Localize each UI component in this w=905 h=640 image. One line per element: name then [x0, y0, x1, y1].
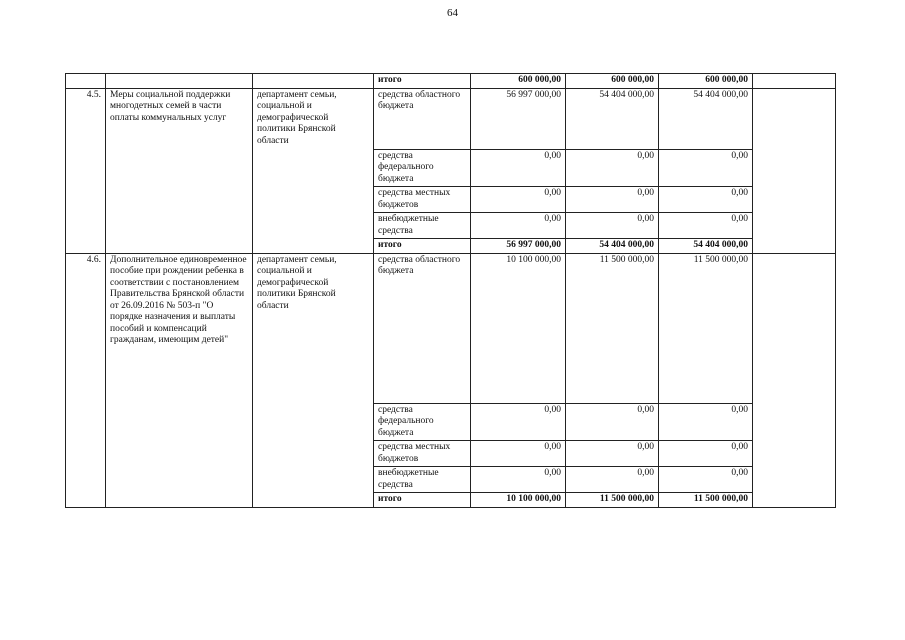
item-executor-cell: департамент семьи, социальной и демографической политики Брянской области — [253, 253, 374, 507]
year3-amount-cell: 600 000,00 — [659, 74, 753, 89]
year1-amount-cell: 56 997 000,00 — [471, 239, 566, 254]
year2-amount-cell: 0,00 — [566, 403, 659, 441]
source-cell: итого — [374, 239, 471, 254]
year3-amount-cell: 0,00 — [659, 403, 753, 441]
item-number-cell: 4.5. — [66, 88, 106, 253]
item-number-cell: 4.6. — [66, 253, 106, 507]
source-cell: средства областного бюджета — [374, 253, 471, 403]
name-cell — [106, 74, 253, 89]
source-cell: итого — [374, 493, 471, 508]
budget-table — [65, 73, 836, 508]
source-cell: средства федерального бюджета — [374, 403, 471, 441]
executor-cell — [253, 74, 374, 89]
table-row — [66, 253, 836, 403]
source-cell: средства областного бюджета — [374, 88, 471, 149]
item-name-cell: Дополнительное единовременное пособие при рождении ребенка в соответствии с постановлением Правительства Брянской области от 26.09.2016 № 503-п "О порядке назначения и выплаты пособий и компенсаций гражданам, имеющим детей" — [106, 253, 253, 507]
year3-amount-cell: 54 404 000,00 — [659, 88, 753, 149]
year3-amount-cell: 0,00 — [659, 467, 753, 493]
year3-amount-cell: 0,00 — [659, 149, 753, 187]
year3-amount-cell: 11 500 000,00 — [659, 253, 753, 403]
year2-amount-cell: 600 000,00 — [566, 74, 659, 89]
year1-amount-cell: 600 000,00 — [471, 74, 566, 89]
year1-amount-cell: 0,00 — [471, 149, 566, 187]
source-cell: средства местных бюджетов — [374, 187, 471, 213]
item-name-cell: Меры социальной поддержки многодетных семей в части оплаты коммунальных услуг — [106, 88, 253, 253]
year1-amount-cell: 56 997 000,00 — [471, 88, 566, 149]
year1-amount-cell: 0,00 — [471, 467, 566, 493]
year1-amount-cell: 0,00 — [471, 213, 566, 239]
year1-amount-cell: 10 100 000,00 — [471, 253, 566, 403]
year1-amount-cell: 0,00 — [471, 187, 566, 213]
year2-amount-cell: 0,00 — [566, 187, 659, 213]
source-cell: итого — [374, 74, 471, 89]
year3-amount-cell: 0,00 — [659, 187, 753, 213]
year1-amount-cell: 10 100 000,00 — [471, 493, 566, 508]
source-cell: внебюджетные средства — [374, 213, 471, 239]
year2-amount-cell: 54 404 000,00 — [566, 239, 659, 254]
year1-amount-cell: 0,00 — [471, 403, 566, 441]
year2-amount-cell: 0,00 — [566, 467, 659, 493]
empty-cell — [753, 253, 836, 507]
year3-amount-cell: 0,00 — [659, 441, 753, 467]
year3-amount-cell: 54 404 000,00 — [659, 239, 753, 254]
table-row — [66, 88, 836, 149]
source-cell: средства местных бюджетов — [374, 441, 471, 467]
year2-amount-cell: 0,00 — [566, 441, 659, 467]
table-row-top-total — [66, 74, 836, 89]
source-cell: средства федерального бюджета — [374, 149, 471, 187]
year2-amount-cell: 11 500 000,00 — [566, 493, 659, 508]
year2-amount-cell: 0,00 — [566, 149, 659, 187]
no-cell — [66, 74, 106, 89]
year2-amount-cell: 54 404 000,00 — [566, 88, 659, 149]
year1-amount-cell: 0,00 — [471, 441, 566, 467]
item-executor-cell: департамент семьи, социальной и демографической политики Брянской области — [253, 88, 374, 253]
year2-amount-cell: 11 500 000,00 — [566, 253, 659, 403]
empty-cell — [753, 74, 836, 89]
year3-amount-cell: 0,00 — [659, 213, 753, 239]
empty-cell — [753, 88, 836, 253]
source-cell: внебюджетные средства — [374, 467, 471, 493]
year3-amount-cell: 11 500 000,00 — [659, 493, 753, 508]
year2-amount-cell: 0,00 — [566, 213, 659, 239]
page-number: 64 — [447, 7, 458, 19]
